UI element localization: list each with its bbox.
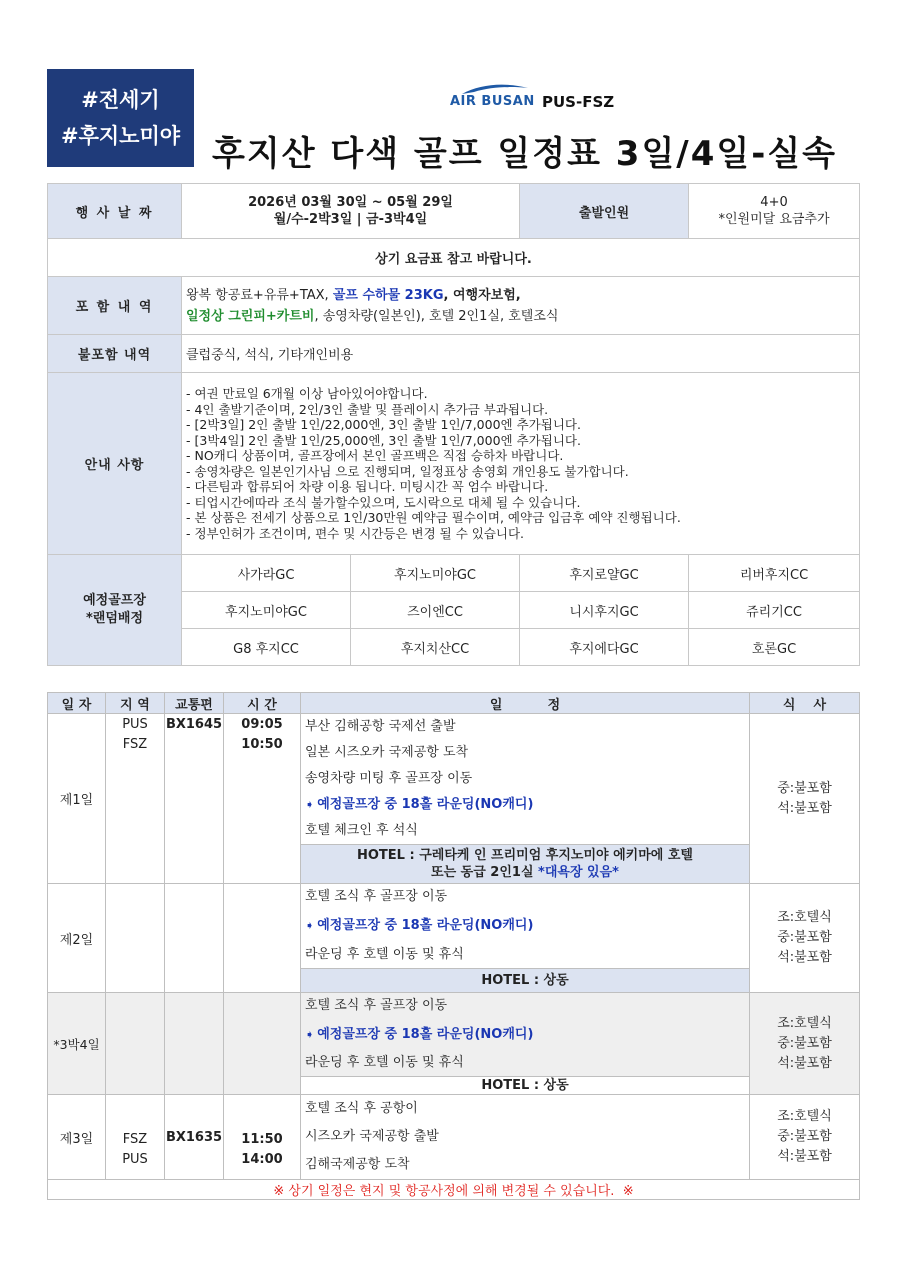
meal-lunch: 중:불포함 [777,1129,832,1144]
hotel-info: HOTEL : 상동 [301,968,749,992]
golf-round-text: 예정골프장 중 18홀 라운딩(NO캐디) [317,918,534,933]
itinerary-cell [301,884,750,993]
airline-logo-text: AIR BUSAN [450,94,535,109]
tour-info-table [47,183,860,666]
course-label-main: 예정골프장 [83,593,146,608]
hotel-info [301,844,749,883]
col-time: 시 간 [224,693,301,714]
course-cell: 후지치산CC [351,629,520,666]
course-cell: 후지로얄GC [520,555,689,592]
flight-number [165,993,224,1095]
route-code: PUS-FSZ [542,93,615,111]
day-label: 제1일 [48,714,106,884]
day-row [48,714,860,884]
note-item: - NO캐디 상품이며, 골프장에서 본인 골프백은 직접 승하차 바랍니다. [186,448,564,463]
meal-dinner: 석:불포함 [777,950,832,965]
include-green-fee: 일정상 그린피+카트비 [186,308,315,324]
schedule-footer-note: ※ 상기 일정은 현지 및 항공사정에 의해 변경될 수 있습니다. ※ [48,1180,860,1200]
page-title: 후지산 다색 골프 일정표 3일/4일-실속 [212,134,838,174]
course-cell: G8 후지CC [182,629,351,666]
golf-round-text: 예정골프장 중 18홀 라운딩(NO캐디) [317,797,534,812]
badge-line-1: #전세기 [81,88,160,112]
date-range: 2026년 03월 30일 ~ 05월 29일 [248,195,453,210]
col-meal: 식 사 [750,693,860,714]
meal-dinner: 석:불포함 [777,1149,832,1164]
meal-dinner: 석:불포함 [777,800,832,816]
flight-number: BX1645 [165,714,224,884]
course-cell: 후지에다GC [520,629,689,666]
note-item: - 여권 만료일 6개월 이상 남아있어야합니다. [186,386,428,401]
itinerary-cell [301,714,750,884]
meal-lunch: 중:불포함 [777,1035,832,1051]
note-item: - [2박3일] 2인 출발 1인/22,000엔, 3인 출발 1인/7,000엔 추가됩니다. [186,417,581,432]
itinerary-cell [301,1095,750,1180]
pax-label: 출발인원 [520,184,689,239]
itinerary-golf-line [301,910,749,942]
note-item: - 송영차량은 일본인기사님 으로 진행되며, 일정표상 송영회 개인용도 불가합니다. [186,463,629,479]
day-label: 제3일 [48,1095,106,1180]
meal-cell [750,1095,860,1180]
departure-time: 09:05 [241,717,283,732]
date-label: 행 사 날 짜 [48,184,182,239]
day-row [48,1095,860,1180]
flight-times [224,884,301,993]
itinerary-cell [301,993,750,1095]
price-note: 상기 요금표 참고 바랍니다. [48,239,860,277]
course-cell: 후지노미야GC [182,592,351,629]
course-label-sub: *랜덤배정 [85,611,144,626]
course-cell: 즈이엔CC [351,592,520,629]
note-item: - 다른팀과 합류되어 차량 이용 됩니다. 미팅시간 꼭 엄수 바랍니다. [186,479,549,494]
hashtag-badge [47,69,194,167]
course-label [48,555,182,666]
meal-dinner: 석:불포함 [777,1055,832,1071]
tour-dates [182,184,520,239]
flight-times [224,993,301,1095]
flight-number: BX1635 [165,1095,224,1180]
flight-times [224,714,301,884]
course-cell: 리버후지CC [689,555,860,592]
course-cell: 사가라GC [182,555,351,592]
arrow-icon: ➧ [305,1028,315,1041]
include-golf-baggage: 골프 수하물 23KG [332,287,444,303]
meal-breakfast: 조:호텔식 [777,1109,832,1124]
note-item: - 4인 출발기준이며, 2인/3인 출발 및 플레이시 추가금 부과됩니다. [186,401,549,417]
date-days: 월/수-2박3일 | 금-3박4일 [273,212,428,227]
departure-time: 11:50 [241,1132,283,1147]
arrival-time: 10:50 [241,737,283,752]
region [106,884,165,993]
meal-cell [750,993,860,1095]
meal-cell [750,884,860,993]
itinerary-line: 김해국제공항 도착 [305,1157,410,1172]
pax-count: 4+0 [760,195,788,210]
itinerary-line: 라운딩 후 호텔 이동 및 휴식 [305,947,464,962]
exclude-content: 클럽중식, 석식, 기타개인비용 [182,335,860,373]
hotel-info: HOTEL : 상동 [301,1076,749,1094]
golf-round-text: 예정골프장 중 18홀 라운딩(NO캐디) [317,1027,534,1042]
badge-line-2: #후지노미야 [60,124,181,148]
course-cell: 후지노미야GC [351,555,520,592]
include-label: 포 함 내 역 [48,277,182,335]
hotel-name: HOTEL : 구레타케 인 프리미엄 후지노미야 에키마에 호텔 [356,848,693,863]
flight-times [224,1095,301,1180]
col-day: 일 자 [48,693,106,714]
include-insurance: , 여행자보험, [443,287,521,303]
region-from: PUS [122,717,148,732]
arrow-icon: ➧ [305,798,315,811]
exclude-label: 불포함 내역 [48,335,182,373]
meal-lunch: 중:불포함 [777,930,832,945]
day-row [48,993,860,1095]
region-from: FSZ [122,1132,148,1147]
itinerary-line: 호텔 조식 후 골프장 이동 [305,889,448,904]
itinerary-golf-line [301,792,749,818]
itinerary-line: 라운딩 후 호텔 이동 및 휴식 [305,1055,464,1070]
itinerary-line: 호텔 조식 후 공항이 [305,1101,418,1116]
col-region: 지 역 [106,693,165,714]
course-cell: 호론GC [689,629,860,666]
col-itinerary: 일 정 [301,693,750,714]
include-airfare: 왕복 항공료+유류+TAX, [186,287,333,303]
include-content [182,277,860,335]
region-to: PUS [122,1152,148,1167]
arrow-icon: ➧ [305,919,315,932]
col-flight: 교통편 [165,693,224,714]
airline-header [450,82,630,116]
day-row [48,884,860,993]
region-to: FSZ [122,737,148,752]
region [106,714,165,884]
day-label: *3박4일 [48,993,106,1095]
pax-surcharge: *인원미달 요금추가 [718,212,830,227]
notes-label: 안내 사항 [48,373,182,555]
day-label: 제2일 [48,884,106,993]
arrival-time: 14:00 [241,1152,283,1167]
note-item: - 티업시간에따라 조식 불가할수있으며, 도시락으로 대체 될 수 있습니다. [186,494,581,510]
itinerary-line: 호텔 조식 후 골프장 이동 [305,998,448,1013]
meal-lunch: 중:불포함 [777,780,832,796]
notes-list [182,373,860,555]
note-item: - 정부인허가 조건이며, 편수 및 시간등은 변경 될 수 있습니다. [186,525,525,541]
course-cell: 니시후지GC [520,592,689,629]
meal-breakfast: 조:호텔식 [777,910,832,925]
course-cell: 쥬리기CC [689,592,860,629]
meal-cell [750,714,860,884]
itinerary-line: 일본 시즈오카 국제공항 도착 [305,745,469,760]
region [106,1095,165,1180]
pax-info [689,184,860,239]
itinerary-table [47,692,860,1200]
note-item: - 본 상품은 전세기 상품으로 1인/30만원 예약금 필수이며, 예약금 입금후 예약 진행됩니다. [186,510,681,525]
meal-breakfast: 조:호텔식 [777,1015,832,1031]
hotel-room: 또는 동급 2인1실 [431,865,539,880]
itinerary-line: 송영차량 미팅 후 골프장 이동 [305,771,473,786]
itinerary-golf-line [301,1019,749,1050]
include-transport-hotel: , 송영차량(일본인), 호텔 2인1실, 호텔조식 [314,308,559,324]
region [106,993,165,1095]
itinerary-line: 호텔 체크인 후 석식 [305,823,418,838]
itinerary-line: 시즈오카 국제공항 출발 [305,1129,439,1144]
note-item: - [3박4일] 2인 출발 1인/25,000엔, 3인 출발 1인/7,000엔 추가됩니다. [186,432,581,448]
itinerary-line: 부산 김해공항 국제선 출발 [305,719,456,734]
flight-number [165,884,224,993]
hotel-bath-note: *대욕장 있음* [538,865,619,880]
